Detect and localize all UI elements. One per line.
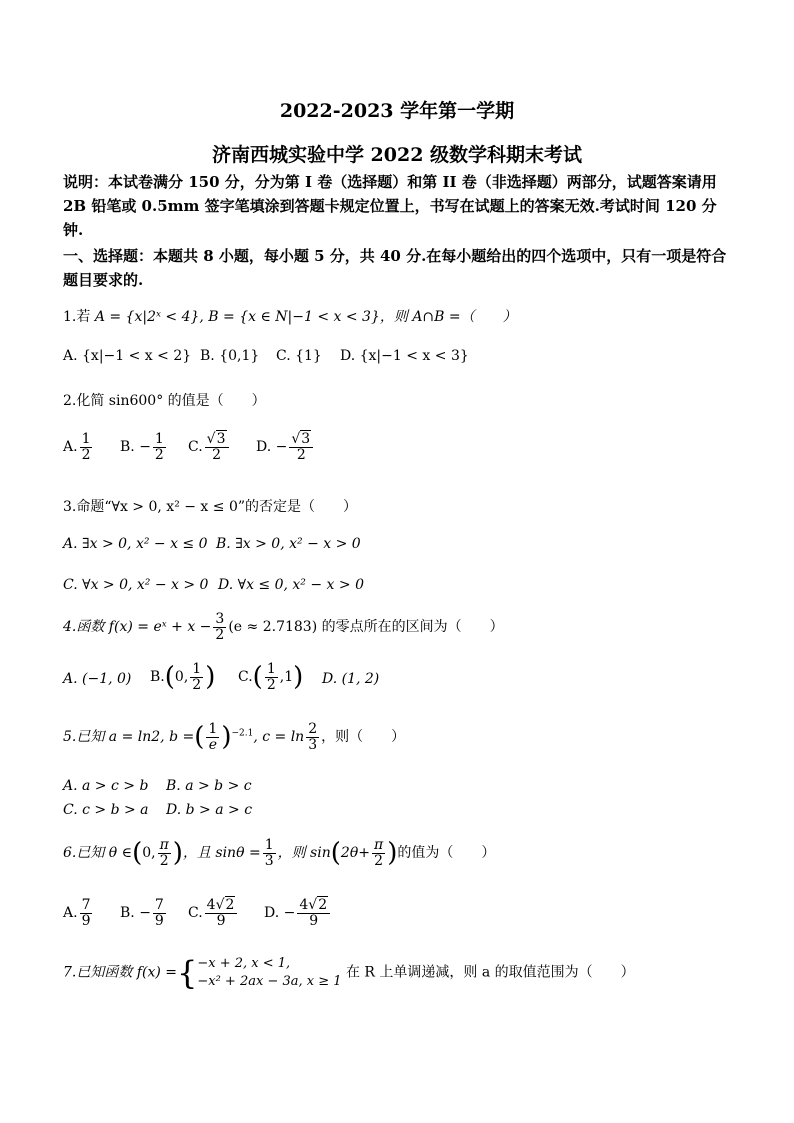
q4-option-d: D. (1, 2) <box>322 671 380 687</box>
q4-option-c: C.( $\frac{1}{2}$ ,1) <box>238 661 304 693</box>
q2-option-b: B. − $\frac{1}{2}$ <box>120 431 164 463</box>
q5-option-d: D. b > a > c <box>166 802 253 818</box>
exam-title: 济南西城实验中学 2022 级数学科期末考试 <box>211 144 583 166</box>
q1-option-b: B. {0,1} <box>200 348 260 364</box>
q5-option-c: C. c > b > a <box>63 802 149 818</box>
instructions: 说明：本试卷满分 150 分，分为第 I 卷（选择题）和第 II 卷（非选择题）两部分，试题答案请用 2B 铅笔或 0.5mm 签字笔填涂到答题卡规定位置上，书写在试题上的答案无效.考试时间 120 分钟. <box>63 173 717 239</box>
q6-option-b: B. − $\frac{7}{9}$ <box>120 897 164 929</box>
q6-option-c: C. $\frac{4√2}{9}$ <box>188 898 239 928</box>
q1-option-a: A. {x|−1 < x < 2} <box>63 348 192 364</box>
q2-option-d: D. − $\frac{√3}{2}$ <box>256 432 315 462</box>
q2-option-a: A. $\frac{1}{2}$ <box>63 431 91 463</box>
question-7-stem: 7.已知函数 f(x) ={ −x + 2, x < 1, −x² + 2ax − 3a, x ≥ 1 在 R 上单调递减，则 a 的取值范围为（ ） <box>63 953 635 992</box>
q3-option-a: A. ∃x > 0, x² − x ≤ 0 <box>63 536 208 552</box>
question-5-stem: 5.已知 a = ln2, b =( $\frac{1}{e}$ )$^{-2.1}$, c = ln $\frac{2}{3}$ ，则（ ） <box>63 721 406 753</box>
question-4-stem: 4.函数 f(x) = eˣ + x − $\frac{3}{2}$ (e ≈ 2.7183) 的零点所在的区间为（ ） <box>63 611 504 643</box>
q3-option-b: B. ∃x > 0, x² − x > 0 <box>216 536 361 552</box>
q5-option-b: B. a > b > c <box>166 778 252 794</box>
q6-option-a: A. $\frac{7}{9}$ <box>63 897 91 929</box>
q4-option-a: A. (−1, 0) <box>63 671 132 687</box>
q1-option-d: D. {x|−1 < x < 3} <box>340 348 469 364</box>
question-3-stem: 3.命题“∀x > 0, x² − x ≤ 0”的否定是（ ） <box>63 499 358 515</box>
question-1-stem: 1.若 A = {x|2ˣ < 4}, B = {x ∈ N|−1 < x < 3}，则 A∩B =（ ） <box>63 309 517 325</box>
q4-option-b: B.(0, $\frac{1}{2}$ ) <box>150 661 216 693</box>
q5-option-a: A. a > c > b <box>63 778 149 794</box>
q3-option-d: D. ∀x ≤ 0, x² − x > 0 <box>218 577 364 593</box>
q3-option-c: C. ∀x > 0, x² − x > 0 <box>63 577 209 593</box>
question-2-stem: 2.化简 sin600° 的值是（ ） <box>63 393 266 409</box>
question-6-stem: 6.已知 θ ∈(0, $\frac{\pi}{2}$ )，且 sinθ = $\frac{1}{3}$ ，则 sin(2θ+ $\frac{\pi}{2}$ )的值为（ ） <box>63 837 496 869</box>
q2-option-c: C. $\frac{√3}{2}$ <box>188 432 231 462</box>
exam-term-title: 2022-2023 学年第一学期 <box>279 100 515 122</box>
q1-option-c: C. {1} <box>276 348 322 364</box>
section-heading: 一、选择题：本题共 8 小题，每小题 5 分，共 40 分.在每小题给出的四个选项中，只有一项是符合题目要求的. <box>63 247 727 289</box>
q6-option-d: D. − $\frac{4√2}{9}$ <box>264 898 332 928</box>
